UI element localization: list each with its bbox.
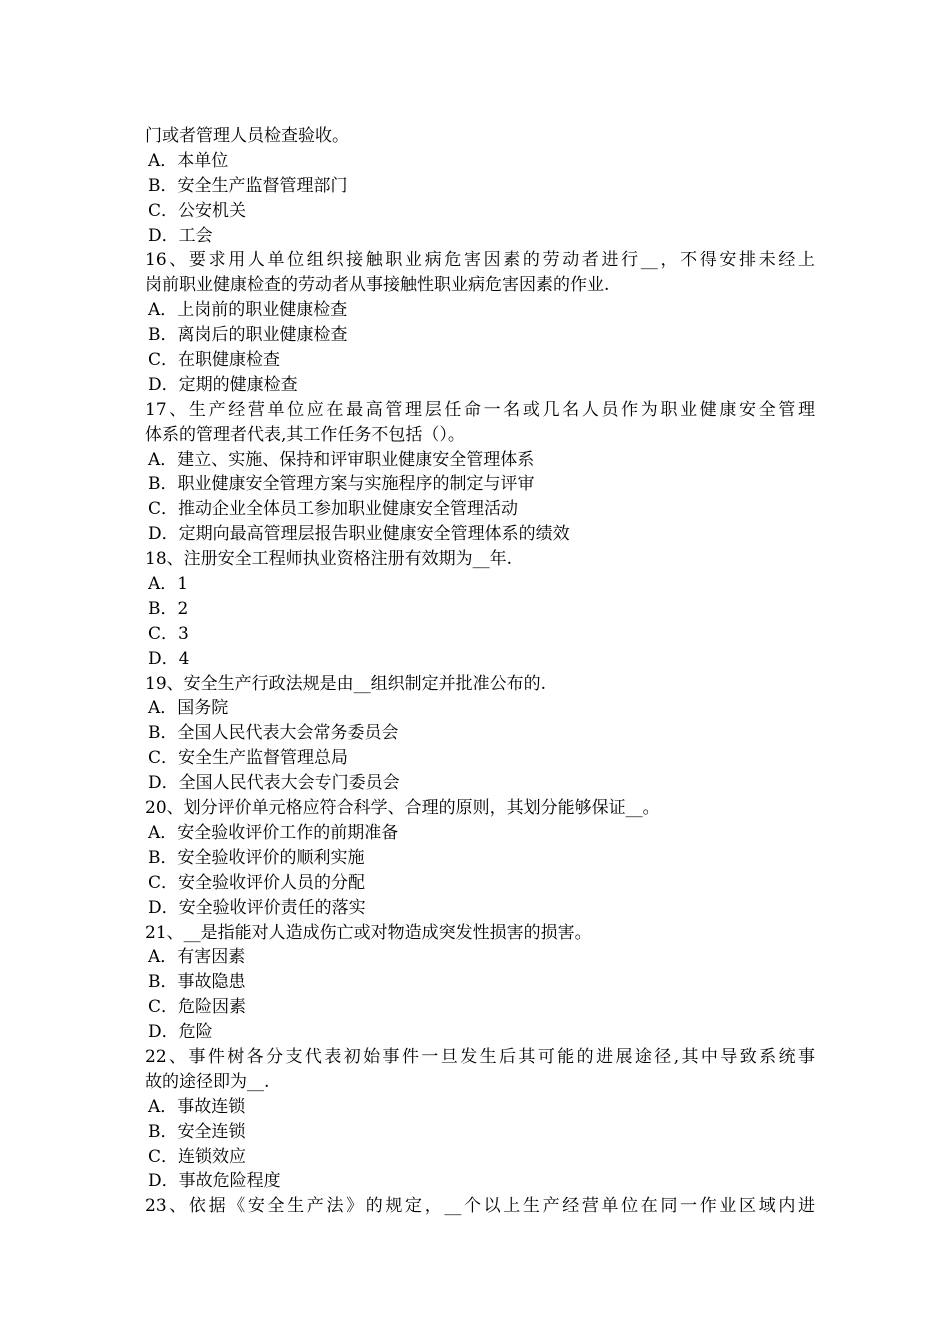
answer-option: A．事故连锁 xyxy=(148,1096,246,1117)
answer-option: A．建立、实施、保持和评审职业健康安全管理体系 xyxy=(148,449,535,470)
question-text-line: 门或者管理人员检查验收。 xyxy=(145,126,349,146)
answer-option: D．定期向最高管理层报告职业健康安全管理体系的绩效 xyxy=(148,524,570,545)
answer-option: A．有害因素 xyxy=(148,947,246,968)
answer-option: C．安全生产监督管理总局 xyxy=(148,748,349,769)
question-text-line: 岗前职业健康检查的劳动者从事接触性职业病危害因素的作业. xyxy=(145,275,610,296)
answer-option: D．定期的健康检查 xyxy=(148,374,298,395)
document-body xyxy=(145,124,815,1219)
answer-option: C．公安机关 xyxy=(148,200,247,221)
question-text-line: 16、要求用人单位组织接触职业病危害因素的劳动者进行__，不得安排未经上 xyxy=(145,250,815,271)
answer-option: A．安全验收评价工作的前期准备 xyxy=(148,822,399,843)
answer-option: C．安全验收评价人员的分配 xyxy=(148,872,366,893)
question-text-line: 22、事件树各分支代表初始事件一旦发生后其可能的进展途径,其中导致系统事 xyxy=(145,1046,815,1067)
question-text-line: 体系的管理者代表,其工作任务不包括（）。 xyxy=(145,424,465,445)
answer-option: D．4 xyxy=(148,648,190,669)
answer-option: A．国务院 xyxy=(148,698,229,719)
answer-option: B．事故隐患 xyxy=(148,972,246,993)
answer-option: D．安全验收评价责任的落实 xyxy=(148,897,366,918)
answer-option: C．3 xyxy=(148,623,189,644)
answer-option: C．危险因素 xyxy=(148,997,247,1018)
answer-option: D．事故危险程度 xyxy=(148,1171,281,1192)
answer-option: A．本单位 xyxy=(148,150,229,171)
answer-option: B．职业健康安全管理方案与实施程序的制定与评审 xyxy=(148,474,535,495)
answer-option: B．安全连锁 xyxy=(148,1121,246,1142)
answer-option: C．推动企业全体员工参加职业健康安全管理活动 xyxy=(148,499,519,520)
answer-option: D．工会 xyxy=(148,225,213,246)
question-text-line: 17、生产经营单位应在最高管理层任命一名或几名人员作为职业健康安全管理 xyxy=(145,399,815,420)
answer-option: B．安全生产监督管理部门 xyxy=(148,175,348,196)
answer-option: C．连锁效应 xyxy=(148,1146,247,1167)
question-text-line: 21、__是指能对人造成伤亡或对物造成突发性损害的损害。 xyxy=(145,922,592,943)
answer-option: B．离岗后的职业健康检查 xyxy=(148,325,348,346)
question-text-line: 20、划分评价单元格应符合科学、合理的原则，其划分能够保证__。 xyxy=(145,798,660,819)
answer-option: C．在职健康检查 xyxy=(148,350,281,371)
question-text-line: 故的途径即为__. xyxy=(145,1071,270,1092)
question-text-line: 18、注册安全工程师执业资格注册有效期为__年. xyxy=(145,549,513,570)
answer-option: D．全国人民代表大会专门委员会 xyxy=(148,773,400,794)
question-text-line: 23、依据《安全生产法》的规定，__个以上生产经营单位在同一作业区域内进 xyxy=(145,1196,815,1217)
answer-option: A．1 xyxy=(148,574,189,595)
answer-option: B．安全验收评价的顺利实施 xyxy=(148,847,365,868)
answer-option: B．2 xyxy=(148,598,189,619)
question-text-line: 19、安全生产行政法规是由__组织制定并批准公布的. xyxy=(145,673,547,694)
answer-option: A．上岗前的职业健康检查 xyxy=(148,300,348,321)
answer-option: B．全国人民代表大会常务委员会 xyxy=(148,723,399,744)
answer-option: D．危险 xyxy=(148,1022,213,1043)
